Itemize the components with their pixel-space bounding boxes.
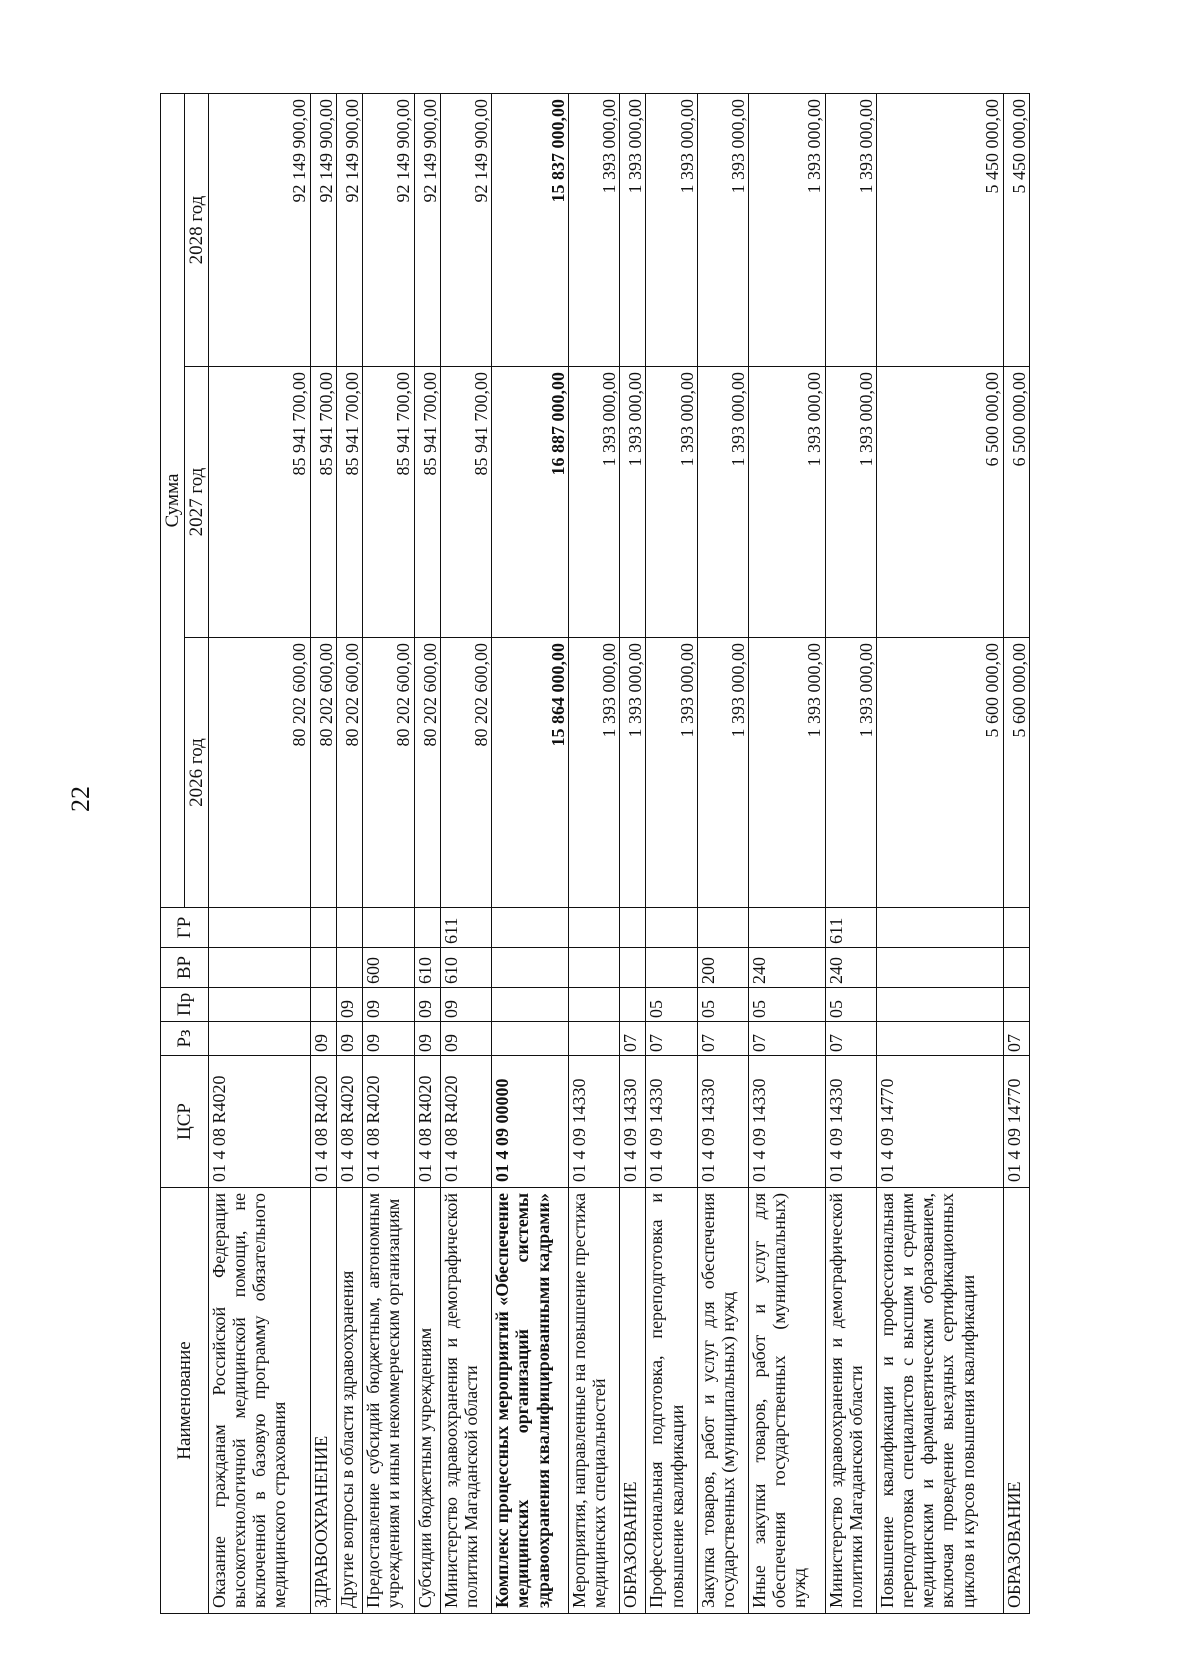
cell-y2026: 5 600 000,00 <box>1003 638 1029 908</box>
cell-name: Министерство здравоохранения и демографической политики Магаданской области <box>825 1188 876 1614</box>
cell-y2028: 92 149 900,00 <box>414 93 440 366</box>
cell-y2027: 85 941 700,00 <box>440 367 491 638</box>
cell-gr <box>876 908 1003 948</box>
cell-y2028: 5 450 000,00 <box>876 93 1003 366</box>
cell-name: Другие вопросы в области здравоохранения <box>336 1188 362 1614</box>
cell-y2026: 80 202 600,00 <box>209 638 311 908</box>
cell-vr: 200 <box>697 948 748 988</box>
cell-y2028: 1 393 000,00 <box>749 93 825 366</box>
cell-name: ЗДРАВООХРАНЕНИЕ <box>310 1188 336 1614</box>
table-row <box>646 93 697 1613</box>
table-row <box>310 93 336 1613</box>
budget-table <box>160 93 1030 1614</box>
cell-csr: 01 4 08 R4020 <box>440 1056 491 1188</box>
cell-y2028: 15 837 000,00 <box>492 93 568 366</box>
cell-y2026: 80 202 600,00 <box>363 638 414 908</box>
cell-name: Мероприятия, направленные на повышение престижа медицинских специальностей <box>568 1188 619 1614</box>
cell-rz: 07 <box>620 1022 646 1056</box>
cell-pr <box>568 988 619 1022</box>
cell-y2028: 1 393 000,00 <box>568 93 619 366</box>
cell-pr: 05 <box>749 988 825 1022</box>
table-row <box>209 93 311 1613</box>
table-row <box>363 93 414 1613</box>
cell-gr <box>749 908 825 948</box>
cell-y2027: 1 393 000,00 <box>749 367 825 638</box>
cell-rz: 07 <box>697 1022 748 1056</box>
cell-vr <box>646 948 697 988</box>
cell-rz: 09 <box>310 1022 336 1056</box>
cell-vr <box>310 948 336 988</box>
cell-name: Субсидии бюджетным учреждениям <box>414 1188 440 1614</box>
cell-rz: 07 <box>646 1022 697 1056</box>
cell-gr: 611 <box>825 908 876 948</box>
table-row <box>568 93 619 1613</box>
cell-y2028: 1 393 000,00 <box>697 93 748 366</box>
cell-pr: 09 <box>336 988 362 1022</box>
cell-vr <box>336 948 362 988</box>
cell-gr <box>568 908 619 948</box>
cell-csr: 01 4 09 14770 <box>876 1056 1003 1188</box>
cell-y2027: 16 887 000,00 <box>492 367 568 638</box>
table-row <box>749 93 825 1613</box>
cell-y2026: 1 393 000,00 <box>825 638 876 908</box>
cell-csr: 01 4 09 14330 <box>825 1056 876 1188</box>
cell-vr <box>876 948 1003 988</box>
cell-gr <box>336 908 362 948</box>
cell-csr: 01 4 09 14330 <box>697 1056 748 1188</box>
cell-vr: 240 <box>825 948 876 988</box>
cell-rz: 09 <box>336 1022 362 1056</box>
header-2027: 2027 год <box>185 367 209 638</box>
cell-y2028: 92 149 900,00 <box>363 93 414 366</box>
cell-y2027: 1 393 000,00 <box>620 367 646 638</box>
cell-rz: 07 <box>825 1022 876 1056</box>
cell-y2026: 80 202 600,00 <box>414 638 440 908</box>
table-row <box>620 93 646 1613</box>
cell-pr: 05 <box>697 988 748 1022</box>
cell-y2028: 5 450 000,00 <box>1003 93 1029 366</box>
cell-pr <box>620 988 646 1022</box>
cell-gr <box>646 908 697 948</box>
cell-y2027: 6 500 000,00 <box>1003 367 1029 638</box>
table-row <box>697 93 748 1613</box>
table-row <box>440 93 491 1613</box>
cell-name: Комплекс процессных мероприятий «Обеспечение медицинских организаций системы здравоохранения квалифицированными кадрами» <box>492 1188 568 1614</box>
cell-y2027: 85 941 700,00 <box>363 367 414 638</box>
cell-name: Закупка товаров, работ и услуг для обеспечения государственных (муниципальных) нужд <box>697 1188 748 1614</box>
cell-gr <box>363 908 414 948</box>
cell-y2028: 1 393 000,00 <box>620 93 646 366</box>
cell-gr <box>414 908 440 948</box>
cell-gr: 611 <box>440 908 491 948</box>
cell-vr <box>209 948 311 988</box>
rotated-table-wrapper <box>160 94 1030 1614</box>
cell-gr <box>310 908 336 948</box>
table-row <box>414 93 440 1613</box>
cell-y2027: 1 393 000,00 <box>825 367 876 638</box>
table-row <box>876 93 1003 1613</box>
cell-y2027: 85 941 700,00 <box>310 367 336 638</box>
table-row <box>825 93 876 1613</box>
header-sum: Сумма <box>161 93 185 907</box>
cell-vr: 600 <box>363 948 414 988</box>
cell-csr: 01 4 09 00000 <box>492 1056 568 1188</box>
cell-csr: 01 4 09 14330 <box>749 1056 825 1188</box>
cell-y2026: 5 600 000,00 <box>876 638 1003 908</box>
cell-csr: 01 4 09 14330 <box>620 1056 646 1188</box>
table-row <box>1003 93 1029 1613</box>
cell-y2028: 1 393 000,00 <box>646 93 697 366</box>
cell-y2026: 1 393 000,00 <box>697 638 748 908</box>
cell-name: Предоставление субсидий бюджетным, автономным учреждениям и иным некоммерческим организациям <box>363 1188 414 1614</box>
header-csr: ЦСР <box>161 1056 209 1188</box>
cell-csr: 01 4 08 R4020 <box>336 1056 362 1188</box>
cell-csr: 01 4 08 R4020 <box>363 1056 414 1188</box>
cell-vr: 240 <box>749 948 825 988</box>
cell-name: Оказание гражданам Российской Федерации высокотехнологичной медицинской помощи, не включенной в базовую программу обязательного медицинского страхования <box>209 1188 311 1614</box>
cell-y2026: 1 393 000,00 <box>620 638 646 908</box>
cell-vr: 610 <box>440 948 491 988</box>
cell-rz <box>492 1022 568 1056</box>
cell-gr <box>1003 908 1029 948</box>
header-2026: 2026 год <box>185 638 209 908</box>
cell-rz: 09 <box>414 1022 440 1056</box>
cell-gr <box>209 908 311 948</box>
cell-y2027: 1 393 000,00 <box>568 367 619 638</box>
cell-vr <box>568 948 619 988</box>
cell-y2028: 1 393 000,00 <box>825 93 876 366</box>
cell-y2028: 92 149 900,00 <box>336 93 362 366</box>
cell-y2026: 80 202 600,00 <box>336 638 362 908</box>
cell-y2027: 1 393 000,00 <box>697 367 748 638</box>
page-number: 22 <box>66 786 95 812</box>
cell-y2026: 15 864 000,00 <box>492 638 568 908</box>
cell-vr <box>620 948 646 988</box>
cell-pr <box>492 988 568 1022</box>
cell-csr: 01 4 08 R4020 <box>209 1056 311 1188</box>
cell-y2027: 85 941 700,00 <box>209 367 311 638</box>
cell-name: Министерство здравоохранения и демографической политики Магаданской области <box>440 1188 491 1614</box>
cell-pr <box>209 988 311 1022</box>
cell-rz: 07 <box>1003 1022 1029 1056</box>
cell-rz <box>568 1022 619 1056</box>
cell-y2027: 6 500 000,00 <box>876 367 1003 638</box>
cell-pr: 09 <box>440 988 491 1022</box>
cell-csr: 01 4 08 R4020 <box>414 1056 440 1188</box>
cell-y2026: 80 202 600,00 <box>440 638 491 908</box>
cell-csr: 01 4 09 14330 <box>646 1056 697 1188</box>
cell-name: ОБРАЗОВАНИЕ <box>1003 1188 1029 1614</box>
cell-y2026: 80 202 600,00 <box>310 638 336 908</box>
cell-rz: 09 <box>440 1022 491 1056</box>
cell-y2028: 92 149 900,00 <box>440 93 491 366</box>
cell-pr: 05 <box>646 988 697 1022</box>
cell-y2027: 1 393 000,00 <box>646 367 697 638</box>
cell-rz <box>876 1022 1003 1056</box>
header-pr: Пр <box>161 988 209 1022</box>
cell-vr <box>1003 948 1029 988</box>
cell-csr: 01 4 09 14770 <box>1003 1056 1029 1188</box>
cell-csr: 01 4 08 R4020 <box>310 1056 336 1188</box>
header-rz: Рз <box>161 1022 209 1056</box>
cell-gr <box>697 908 748 948</box>
cell-csr: 01 4 09 14330 <box>568 1056 619 1188</box>
cell-y2028: 92 149 900,00 <box>209 93 311 366</box>
cell-y2026: 1 393 000,00 <box>646 638 697 908</box>
cell-rz: 09 <box>363 1022 414 1056</box>
cell-rz <box>209 1022 311 1056</box>
cell-rz: 07 <box>749 1022 825 1056</box>
cell-pr: 05 <box>825 988 876 1022</box>
header-gr: ГР <box>161 908 209 948</box>
cell-name: Иные закупки товаров, работ и услуг для обеспечения государственных (муниципальных) нужд <box>749 1188 825 1614</box>
cell-y2027: 85 941 700,00 <box>414 367 440 638</box>
cell-gr <box>492 908 568 948</box>
cell-y2028: 92 149 900,00 <box>310 93 336 366</box>
header-vr: ВР <box>161 948 209 988</box>
cell-gr <box>620 908 646 948</box>
cell-pr: 09 <box>363 988 414 1022</box>
cell-name: Профессиональная подготовка, переподготовка и повышение квалификации <box>646 1188 697 1614</box>
cell-name: Повышение квалификации и профессиональная переподготовка специалистов с высшим и средним медицинским и фармацевтическим образованием, включая проведение выездных сертификационных циклов и курсов повышения квалификации <box>876 1188 1003 1614</box>
header-name: Наименование <box>161 1188 209 1614</box>
cell-pr <box>310 988 336 1022</box>
header-2028: 2028 год <box>185 93 209 366</box>
cell-vr <box>492 948 568 988</box>
cell-y2027: 85 941 700,00 <box>336 367 362 638</box>
cell-pr: 09 <box>414 988 440 1022</box>
table-row <box>336 93 362 1613</box>
cell-pr <box>1003 988 1029 1022</box>
table-header-row <box>161 93 185 1613</box>
cell-y2026: 1 393 000,00 <box>749 638 825 908</box>
cell-vr: 610 <box>414 948 440 988</box>
cell-pr <box>876 988 1003 1022</box>
table-row <box>492 93 568 1613</box>
cell-y2026: 1 393 000,00 <box>568 638 619 908</box>
cell-name: ОБРАЗОВАНИЕ <box>620 1188 646 1614</box>
